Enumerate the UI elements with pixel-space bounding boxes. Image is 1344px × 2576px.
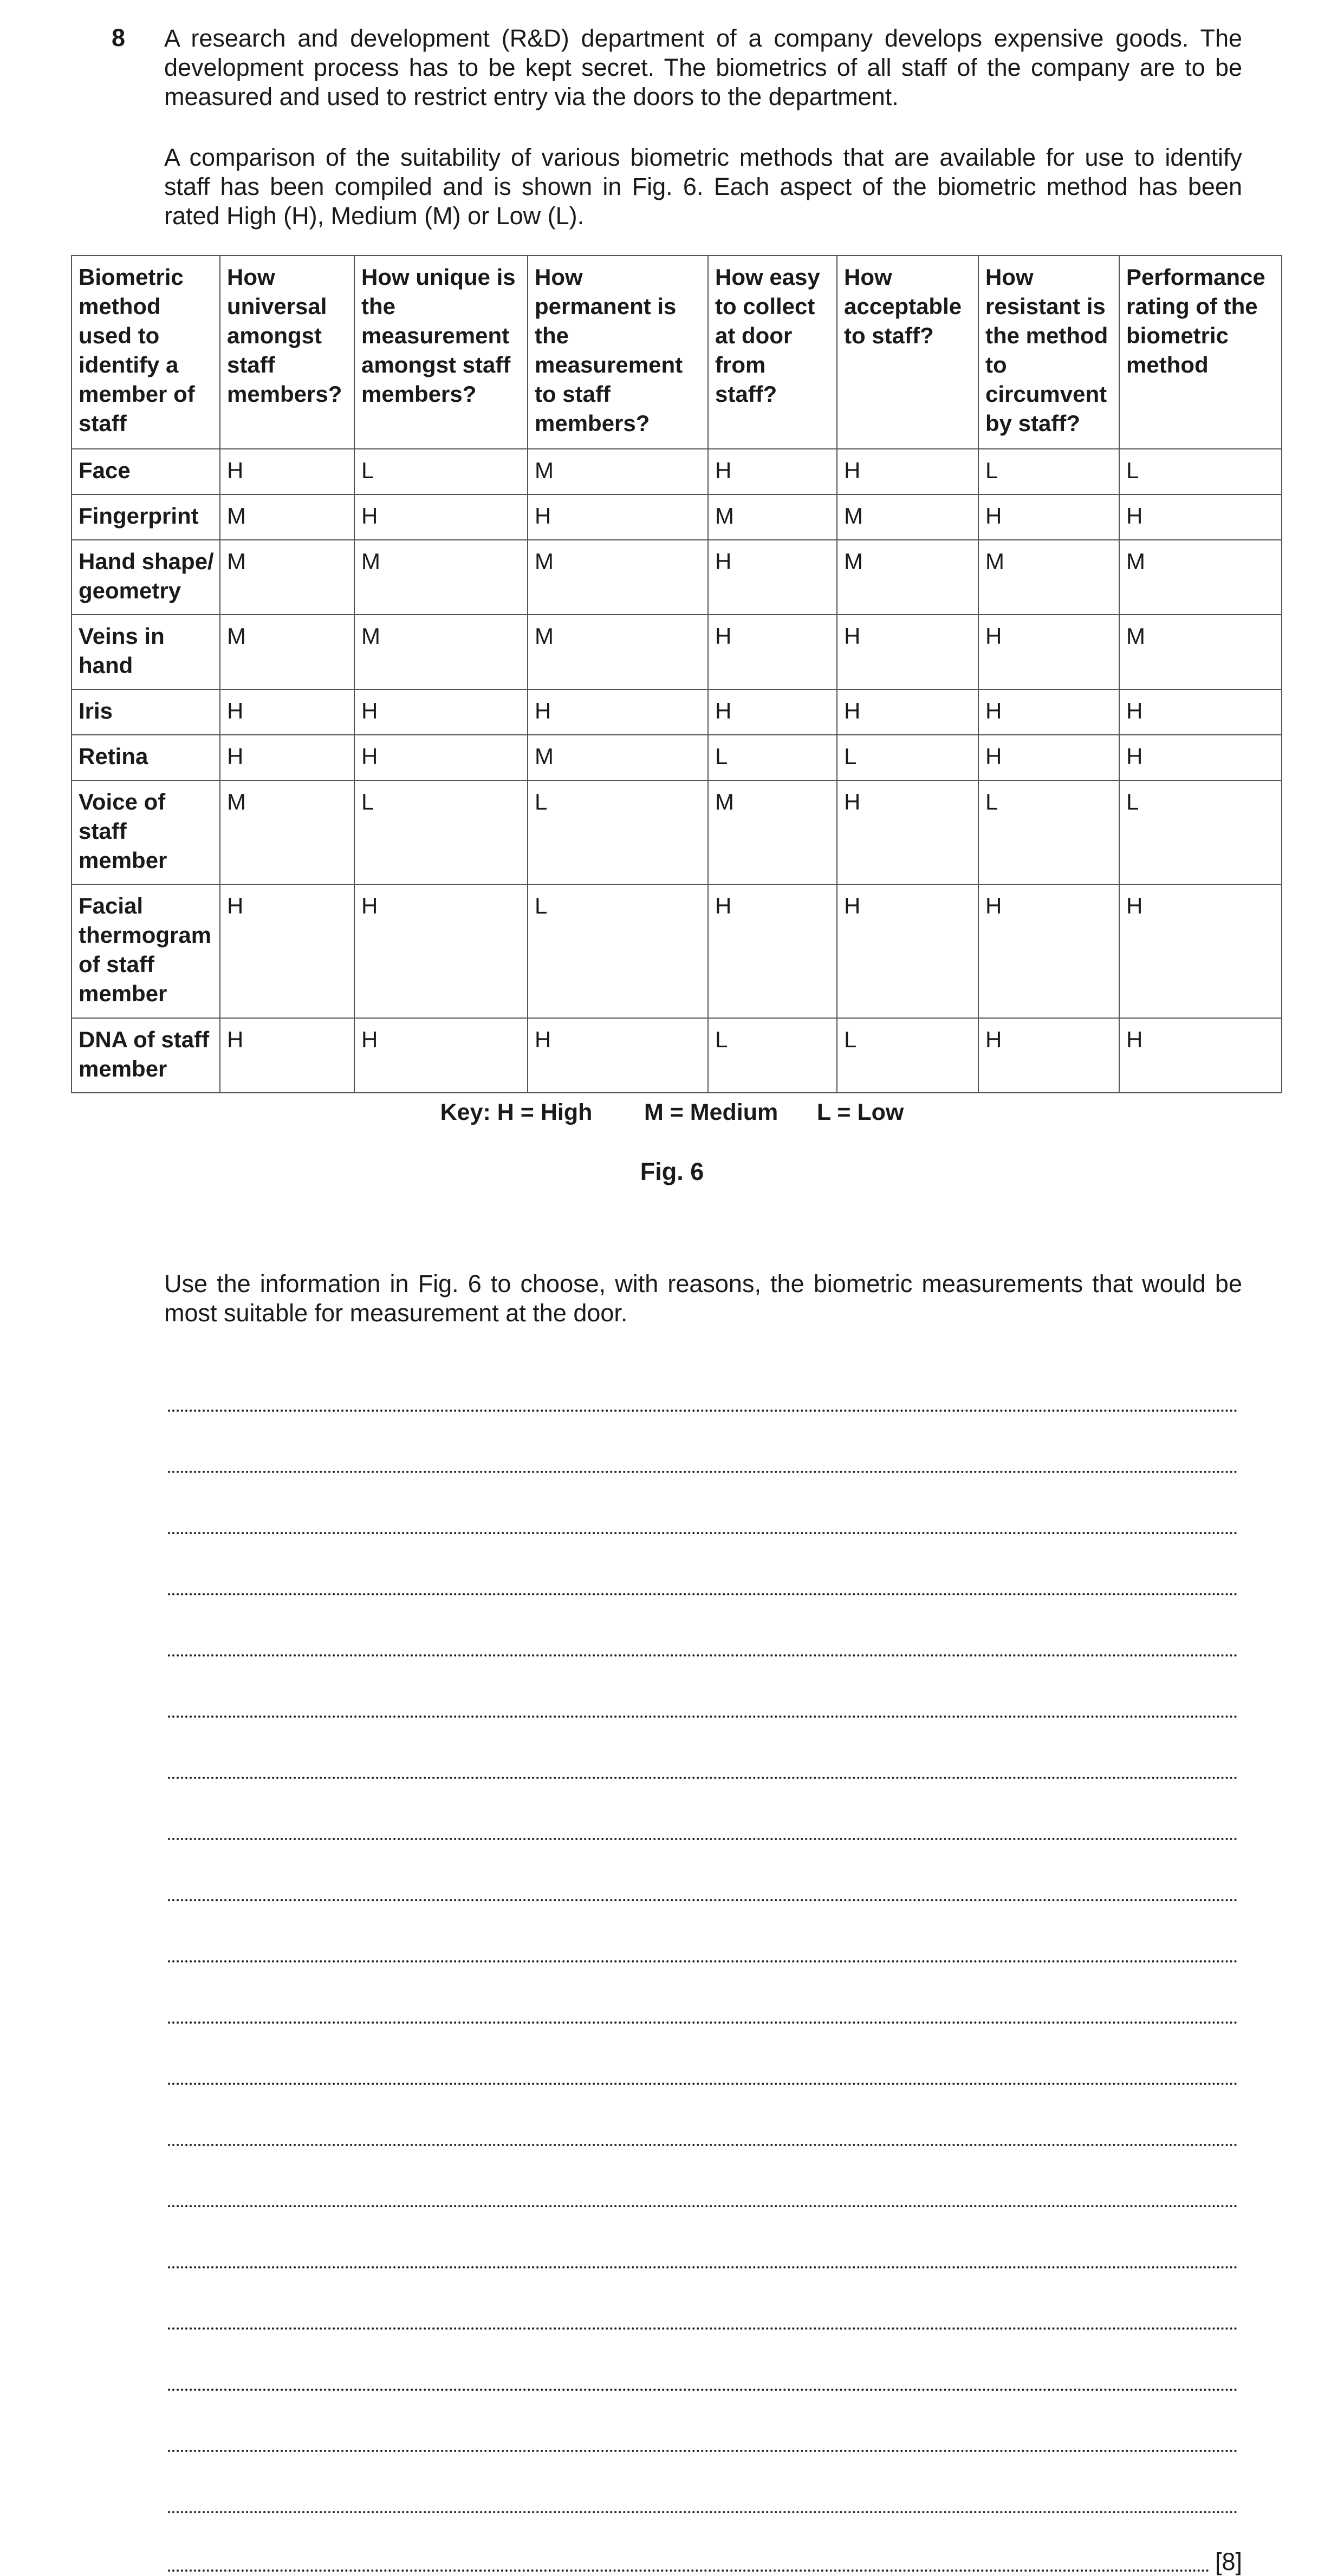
rating-cell: H [708,540,837,615]
rating-cell: H [708,449,837,494]
answer-line[interactable] [168,1718,1238,1779]
header-acceptable: How acceptable to staff? [837,256,978,449]
method-cell: Fingerprint [72,494,220,540]
rating-cell: H [708,689,837,735]
rating-cell: L [978,780,1119,884]
question-number: 8 [112,24,126,51]
key-medium: M = Medium [644,1099,778,1125]
rating-cell: H [978,494,1119,540]
rating-cell: H [1119,494,1282,540]
rating-cell: M [354,615,528,689]
method-cell: Facial thermogram of staff member [72,884,220,1018]
rating-cell: M [1119,615,1282,689]
rating-cell: M [528,449,708,494]
rating-cell: L [1119,780,1282,884]
rating-cell: L [708,1018,837,1093]
rating-cell: L [354,449,528,494]
header-performance: Performance rating of the biometric method [1119,256,1282,449]
rating-cell: M [354,540,528,615]
table-row [72,780,1282,884]
answer-line[interactable] [168,2330,1238,2391]
rating-cell: H [354,689,528,735]
table-header-row [72,256,1282,449]
header-method: Biometric method used to identify a member of staff [72,256,220,449]
method-cell: Retina [72,735,220,780]
rating-cell: M [220,494,354,540]
table-row [72,494,1282,540]
rating-cell: H [1119,1018,1282,1093]
rating-cell: H [1119,689,1282,735]
rating-cell: L [528,884,708,1018]
task-text: Use the information in Fig. 6 to choose, with reasons, the biometric measurements that would be most suitable for measurement at the door. [164,1270,1242,1327]
answer-line[interactable] [168,2085,1238,2146]
method-cell: Face [72,449,220,494]
method-cell: Hand shape/ geometry [72,540,220,615]
rating-cell: M [220,780,354,884]
biometric-comparison-table [71,255,1282,1093]
answer-line[interactable] [168,2513,1242,2575]
table-row [72,884,1282,1018]
rating-cell: H [708,884,837,1018]
table-row [72,1018,1282,1093]
key-high: H = High [497,1099,593,1125]
answer-line-dots [168,2570,1210,2572]
answer-line[interactable] [168,1962,1238,2024]
rating-cell: H [220,689,354,735]
answer-line[interactable] [168,1901,1238,1962]
rating-cell: H [708,615,837,689]
rating-cell: H [528,1018,708,1093]
rating-cell: H [354,494,528,540]
rating-cell: H [978,615,1119,689]
rating-cell: M [528,615,708,689]
table-row [72,735,1282,780]
rating-cell: L [837,1018,978,1093]
rating-cell: H [837,884,978,1018]
header-easy-collect: How easy to collect at door from staff? [708,256,837,449]
rating-cell: L [978,449,1119,494]
figure-label: Fig. 6 [640,1158,704,1185]
rating-cell: M [220,615,354,689]
rating-cell: H [978,735,1119,780]
rating-cell: H [978,1018,1119,1093]
rating-cell: H [220,735,354,780]
rating-cell: M [220,540,354,615]
rating-cell: H [1119,884,1282,1018]
header-resistant: How resistant is the method to circumvent by staff? [978,256,1119,449]
rating-cell: H [220,884,354,1018]
answer-line[interactable] [168,2024,1238,2085]
answer-line[interactable] [168,1595,1238,1657]
answer-line[interactable] [168,1412,1238,1473]
rating-cell: H [354,884,528,1018]
rating-cell: L [528,780,708,884]
method-cell: Iris [72,689,220,735]
rating-cell: M [528,540,708,615]
rating-cell: H [978,884,1119,1018]
answer-line[interactable] [168,2391,1238,2452]
rating-cell: L [1119,449,1282,494]
table-key [0,1099,1344,1126]
comparison-text: A comparison of the suitability of various biometric methods that are available for use to identify staff has been compiled and is shown in Fig. 6. Each aspect of the biometric method has been rated High (H), Medium (M) or Low (L). [164,144,1242,230]
rating-cell: M [708,494,837,540]
rating-cell: H [220,449,354,494]
question-intro: A research and development (R&D) department of a company develops expensive goods. The development process has to be kept secret. The biometrics of all staff of the company are to be measured and used to restrict entry via the doors to the department. [164,24,1242,110]
table-row [72,449,1282,494]
rating-cell: M [978,540,1119,615]
method-cell: Veins in hand [72,615,220,689]
rating-cell: H [978,689,1119,735]
rating-cell: H [837,615,978,689]
table-row [72,540,1282,615]
header-permanent: How permanent is the measurement to staff members? [528,256,708,449]
rating-cell: L [837,735,978,780]
header-unique: How unique is the measurement amongst staff members? [354,256,528,449]
rating-cell: M [1119,540,1282,615]
answer-line[interactable] [168,1657,1238,1718]
answer-line[interactable] [168,1779,1238,1840]
rating-cell: H [354,735,528,780]
answer-line[interactable] [168,1534,1238,1595]
rating-cell: L [354,780,528,884]
key-label: Key: [440,1099,491,1125]
rating-cell: H [220,1018,354,1093]
answer-line[interactable] [168,2452,1238,2513]
rating-cell: H [354,1018,528,1093]
answer-lines[interactable] [168,1351,1242,2575]
rating-cell: H [837,689,978,735]
answer-line[interactable] [168,2146,1238,2207]
header-universal: How universal amongst staff members? [220,256,354,449]
marks-label: [8] [1215,2548,1242,2575]
method-cell: Voice of staff member [72,780,220,884]
method-cell: DNA of staff member [72,1018,220,1093]
rating-cell: M [837,494,978,540]
rating-cell: M [837,540,978,615]
table-row [72,615,1282,689]
rating-cell: H [528,689,708,735]
rating-cell: H [1119,735,1282,780]
key-low: L = Low [816,1099,904,1125]
rating-cell: M [528,735,708,780]
answer-line[interactable] [168,1351,1238,1412]
rating-cell: M [708,780,837,884]
answer-line[interactable] [168,2207,1238,2268]
rating-cell: L [708,735,837,780]
answer-line[interactable] [168,2268,1238,2330]
rating-cell: H [837,780,978,884]
answer-line[interactable] [168,1840,1238,1901]
rating-cell: H [528,494,708,540]
table-row [72,689,1282,735]
answer-line[interactable] [168,1473,1238,1534]
rating-cell: H [837,449,978,494]
